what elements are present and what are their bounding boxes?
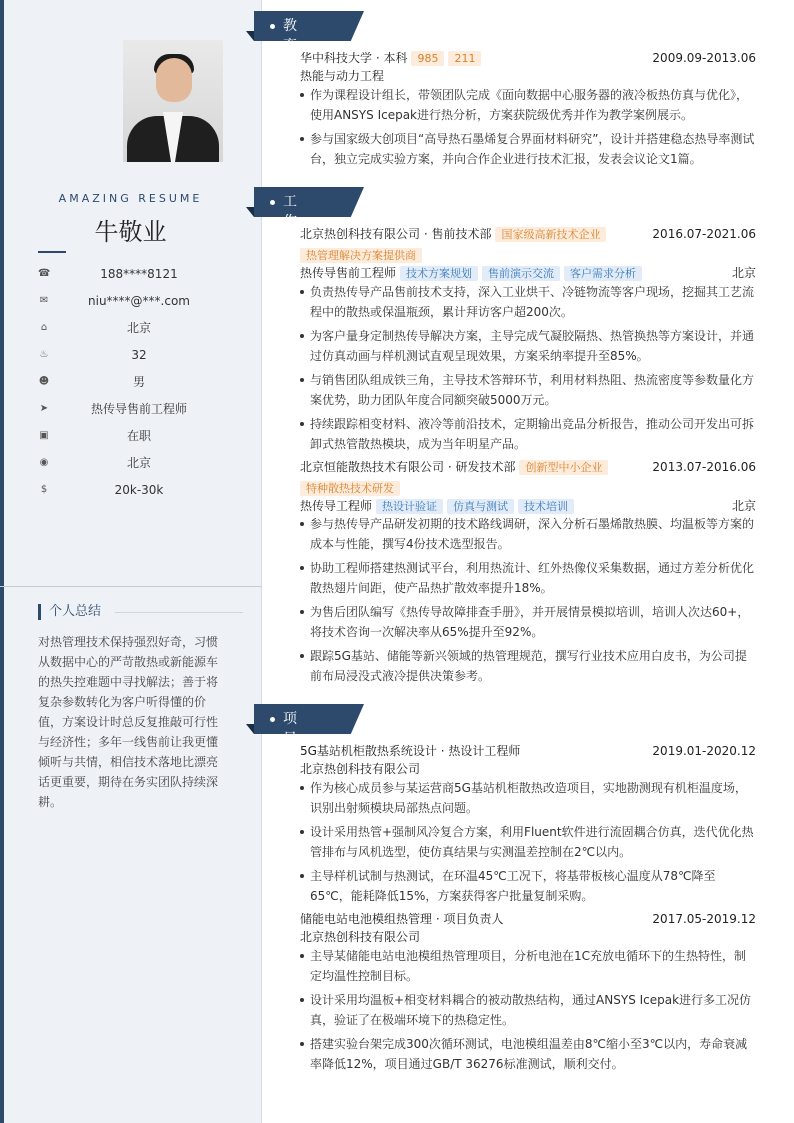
job-company-tag-row bbox=[300, 479, 756, 497]
job-bullet: 跟踪5G基站、储能等新兴领域的热管理规范，撰写行业技术应用白皮书，为公司提前布局浸没式液冷提供决策参考。 bbox=[300, 646, 756, 686]
home-icon: ⌂ bbox=[40, 322, 48, 333]
job-company-row bbox=[300, 225, 756, 243]
education-bullet: 作为课程设计组长，带领团队完成《面向数据中心服务器的液冷板热仿真与优化》，使用ANSYS Icepak进行热分析，方案获院级优秀并作为教学案例展示。 bbox=[300, 85, 756, 125]
info-target-role: ➤ 热传导售前工程师 bbox=[39, 402, 187, 416]
info-email: ✉ niu****@***.com bbox=[39, 294, 190, 308]
job-date: 2016.07-2021.06 bbox=[652, 227, 756, 241]
job-location: 北京 bbox=[731, 499, 756, 513]
summary-text: 对热管理技术保持强烈好奇，习惯从数据中心的严苛散热或新能源车的热失控难题中寻找解法；善于将复杂参数转化为客户听得懂的价值，方案设计时总反复推敲可行性与经济性；多年一线售前让我更懂倾听与共情，相信技术落地比漂亮话更重要，期待在务实团队持续深耕。 bbox=[38, 635, 219, 809]
location-pin-icon: ◉ bbox=[39, 457, 49, 468]
company-tag: 创新型中小企业 bbox=[519, 460, 608, 475]
job-bullet: 负责热传导产品售前技术支持，深入工业烘干、冷链物流等客户现场，挖掘其工艺流程中的散热或保温瓶颈，累计拜访客户超200次。 bbox=[300, 282, 756, 322]
education-school-row bbox=[300, 49, 756, 67]
company-tag: 特种散热技术研发 bbox=[300, 481, 400, 496]
info-target-city: ◉ 北京 bbox=[39, 456, 151, 470]
cake-icon: ♨ bbox=[39, 349, 49, 360]
job-role-row bbox=[300, 497, 756, 515]
job-bullet: 为客户量身定制热传导解决方案，主导完成气凝胶隔热、热管换热等方案设计，并通过仿真动画与样机测试直观呈现效果，方案采纳率提升至85%。 bbox=[300, 326, 756, 366]
briefcase-icon: ▣ bbox=[39, 430, 49, 441]
summary-title-rule bbox=[115, 612, 243, 613]
sidebar bbox=[0, 0, 262, 1123]
project-org: 北京热创科技有限公司 bbox=[300, 930, 421, 944]
sidebar-accent-bar bbox=[0, 0, 4, 1123]
summary-divider bbox=[0, 586, 261, 587]
info-residence: ⌂ 北京 bbox=[38, 320, 238, 340]
role-tag: 技术培训 bbox=[518, 499, 574, 514]
job-role: 热传导售前工程师 bbox=[300, 266, 397, 280]
job-bullet: 协助工程师搭建热测试平台，利用热流计、红外热像仪采集数据，通过方差分析优化散热翅片间距，使产品热扩散效率提升18%。 bbox=[300, 558, 756, 598]
money-icon: $ bbox=[40, 484, 48, 495]
project-name: 5G基站机柜散热系统设计 · 热设计工程师 bbox=[300, 744, 521, 758]
project-date: 2019.01-2020.12 bbox=[652, 744, 756, 758]
role-tag: 热设计验证 bbox=[376, 499, 443, 514]
job-company-tag-row bbox=[300, 246, 756, 264]
job-role: 热传导工程师 bbox=[300, 499, 373, 513]
info-age: ♨ 32 bbox=[39, 348, 147, 362]
project-bullet: 搭建实验台架完成300次循环测试，电池模组温差由8℃缩小至3℃以内，寿命衰减率降低12%，项目通过GB/T 36276标准测试，顺利交付。 bbox=[300, 1034, 756, 1074]
job-date: 2013.07-2016.06 bbox=[652, 460, 756, 474]
project-name-row bbox=[300, 910, 756, 928]
role-tag: 客户需求分析 bbox=[564, 266, 642, 281]
project-bullet: 主导样机试制与热测试，在环温45℃工况下，将基带板核心温度从78℃降至65℃，能耗降低15%，方案获得客户批量复制采购。 bbox=[300, 866, 756, 906]
education-date: 2009.09-2013.06 bbox=[652, 51, 756, 65]
job-bullet: 参与热传导产品研发初期的技术路线调研，深入分析石墨烯散热膜、均温板等方案的成本与性能，撰写4份技术选型报告。 bbox=[300, 514, 756, 554]
info-gender: ☻ 男 bbox=[38, 375, 145, 389]
school-tag: 211 bbox=[448, 51, 481, 66]
profile-photo bbox=[123, 40, 223, 162]
mail-icon: ✉ bbox=[39, 295, 49, 306]
role-tag: 仿真与测试 bbox=[447, 499, 514, 514]
company-tag: 热管理解决方案提供商 bbox=[300, 248, 422, 263]
section-title: 项目经历 bbox=[283, 711, 297, 787]
company-tag: 国家级高新技术企业 bbox=[495, 227, 606, 242]
company-name: 北京恒能散热技术有限公司 · 研发技术部 bbox=[300, 460, 516, 474]
resume-header-label: AMAZING RESUME bbox=[58, 192, 203, 205]
project-bullet: 设计采用均温板+相变材料耦合的被动散热结构，通过ANSYS Icepak进行多工况仿真，验证了在极端环境下的热稳定性。 bbox=[300, 990, 756, 1030]
job-role-row bbox=[300, 264, 756, 282]
school-tag: 985 bbox=[411, 51, 444, 66]
job-bullet: 与销售团队组成铁三角，主导技术答辩环节，利用材料热阻、热流密度等参数量化方案优势，助力团队年度合同额突破5000万元。 bbox=[300, 370, 756, 410]
summary-title: 个人总结 bbox=[38, 604, 101, 620]
info-status: ▣ 在职 bbox=[39, 429, 151, 443]
project-bullet: 设计采用热管+强制风冷复合方案，利用Fluent软件进行流固耦合仿真，迭代优化热管排布与风机选型，使仿真结果与实测温差控制在2℃以内。 bbox=[300, 822, 756, 862]
section-title: 教育经历 bbox=[283, 18, 297, 94]
project-bullet: 作为核心成员参与某运营商5G基站机柜散热改造项目，实地勘测现有机柜温度场，识别出射频模块局部热点问题。 bbox=[300, 778, 756, 818]
candidate-name: 牛敬业 bbox=[94, 218, 167, 246]
education-bullet: 参与国家级大创项目“高导热石墨烯复合界面材料研究”，设计并搭建稳态热导率测试台，独立完成实验方案，并向合作企业进行技术汇报，发表会议论文1篇。 bbox=[300, 129, 756, 169]
role-tag: 售前演示交流 bbox=[482, 266, 560, 281]
job-bullet: 持续跟踪相变材料、液冷等前沿技术，定期输出竞品分析报告，推动公司开发出可拆卸式热管散热模块，成为当年明星产品。 bbox=[300, 414, 756, 454]
send-icon: ➤ bbox=[39, 403, 49, 414]
project-date: 2017.05-2019.12 bbox=[652, 912, 756, 926]
main-content bbox=[262, 0, 794, 1123]
name-underline bbox=[38, 251, 66, 253]
phone-icon: ☎ bbox=[38, 268, 51, 279]
project-name-row bbox=[300, 742, 756, 760]
job-company-row bbox=[300, 458, 756, 476]
info-salary: $ 20k-30k bbox=[38, 482, 238, 502]
project-name: 储能电站电池模组热管理 · 项目负责人 bbox=[300, 912, 504, 926]
role-tag: 技术方案规划 bbox=[400, 266, 478, 281]
education-major: 热能与动力工程 bbox=[300, 69, 385, 83]
project-org: 北京热创科技有限公司 bbox=[300, 762, 421, 776]
project-bullet: 主导某储能电站电池模组热管理项目，分析电池在1C充放电循环下的生热特性，制定均温性控制目标。 bbox=[300, 946, 756, 986]
section-title: 工作经历 bbox=[283, 194, 297, 270]
company-name: 北京热创科技有限公司 · 售前技术部 bbox=[300, 227, 492, 241]
info-phone: ☎ 188****8121 bbox=[38, 267, 178, 281]
job-bullet: 为售后团队编写《热传导故障排查手册》，并开展情景模拟培训，培训人次达60+，将技术咨询一次解决率从65%提升至92%。 bbox=[300, 602, 756, 642]
job-location: 北京 bbox=[731, 266, 756, 280]
person-icon: ☻ bbox=[38, 376, 50, 387]
school-name: 华中科技大学 · 本科 bbox=[300, 51, 408, 65]
